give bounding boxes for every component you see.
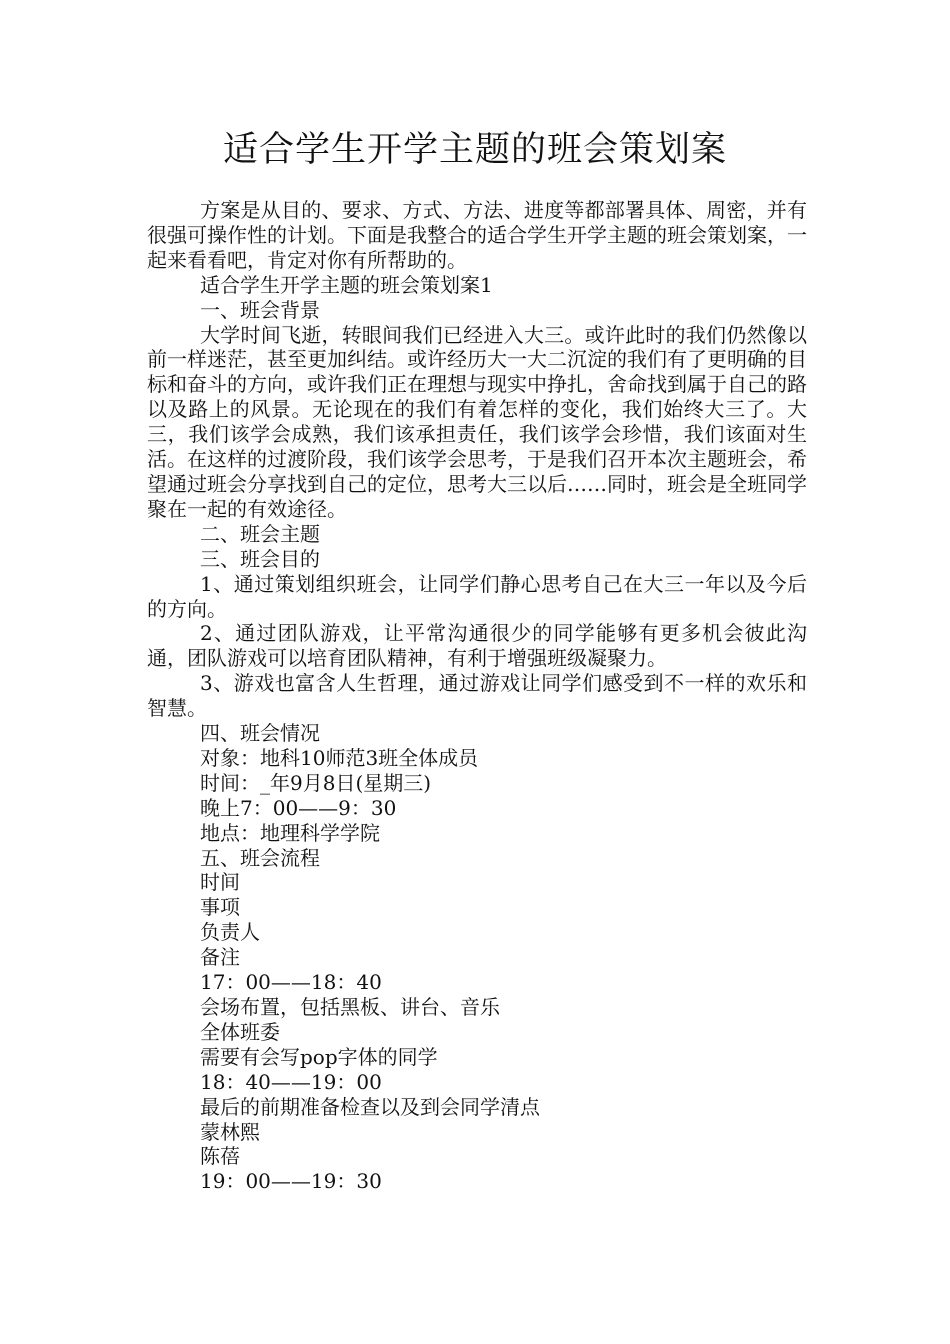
process-row-3-time: 19：00——19：30	[200, 1169, 382, 1194]
process-row-2-item: 最后的前期准备检查以及到会同学清点	[200, 1094, 540, 1119]
process-header-owner: 负责人	[200, 920, 260, 945]
situation-target: 对象：地科10师范3班全体成员	[200, 745, 479, 770]
purpose-item-3: 3、游戏也富含人生哲理，通过游戏让同学们感受到不一样的欢乐和智慧。	[147, 671, 807, 721]
document-body	[147, 198, 807, 1194]
section-heading-theme: 二、班会主题	[200, 521, 320, 546]
process-header-note: 备注	[200, 945, 240, 970]
process-row-1-note: 需要有会写pop字体的同学	[200, 1044, 438, 1069]
purpose-item-1: 1、通过策划组织班会，让同学们静心思考自己在大三一年以及今后的方向。	[147, 571, 807, 621]
process-header-time: 时间	[200, 870, 240, 895]
process-row-1-owner: 全体班委	[200, 1019, 280, 1044]
process-row-1-item: 会场布置，包括黑板、讲台、音乐	[200, 995, 500, 1019]
background-paragraph: 大学时间飞逝，转眼间我们已经进入大三。或许此时的我们仍然像以前一样迷茫，甚至更加纠结。或许经历大一大二沉淀的我们有了更明确的目标和奋斗的方向，或许我们正在理想与现实中挣扎，舍命找到属于自己的路以及路上的风景。无论现在的我们有着怎样的变化，我们始终大三了。大三，我们该学会成熟，我们该承担责任，我们该学会珍惜，我们该面对生活。在这样的过渡阶段，我们该学会思考，于是我们召开本次主题班会，希望通过班会分享找到自己的定位，思考大三以后……同时，班会是全班同学聚在一起的有效途径。	[147, 322, 807, 521]
situation-place: 地点：地理科学学院	[200, 820, 380, 845]
section-heading-situation: 四、班会情况	[200, 721, 320, 746]
process-row-1-time: 17：00——18：40	[200, 970, 382, 995]
situation-date: 时间：_年9月8日(星期三)	[200, 770, 432, 795]
section-heading-purpose: 三、班会目的	[200, 546, 320, 571]
process-header-item: 事项	[200, 895, 240, 920]
process-row-2-owner-2: 陈蓓	[200, 1144, 240, 1169]
intro-paragraph: 方案是从目的、要求、方式、方法、进度等都部署具体、周密，并有很强可操作性的计划。下面是我整合的适合学生开学主题的班会策划案，一起来看看吧，肯定对你有所帮助的。	[147, 198, 807, 272]
plan-heading: 适合学生开学主题的班会策划案1	[200, 272, 493, 297]
process-row-2-owner-1: 蒙林熙	[200, 1119, 260, 1144]
situation-time: 晚上7：00——9：30	[200, 795, 397, 820]
section-heading-background: 一、班会背景	[200, 297, 320, 322]
document-title: 适合学生开学主题的班会策划案	[222, 130, 727, 170]
purpose-item-2: 2、通过团队游戏，让平常沟通很少的同学能够有更多机会彼此沟通，团队游戏可以培育团队精神，有利于增强班级凝聚力。	[147, 621, 807, 671]
process-row-2-time: 18：40——19：00	[200, 1069, 382, 1094]
section-heading-process: 五、班会流程	[200, 845, 320, 870]
